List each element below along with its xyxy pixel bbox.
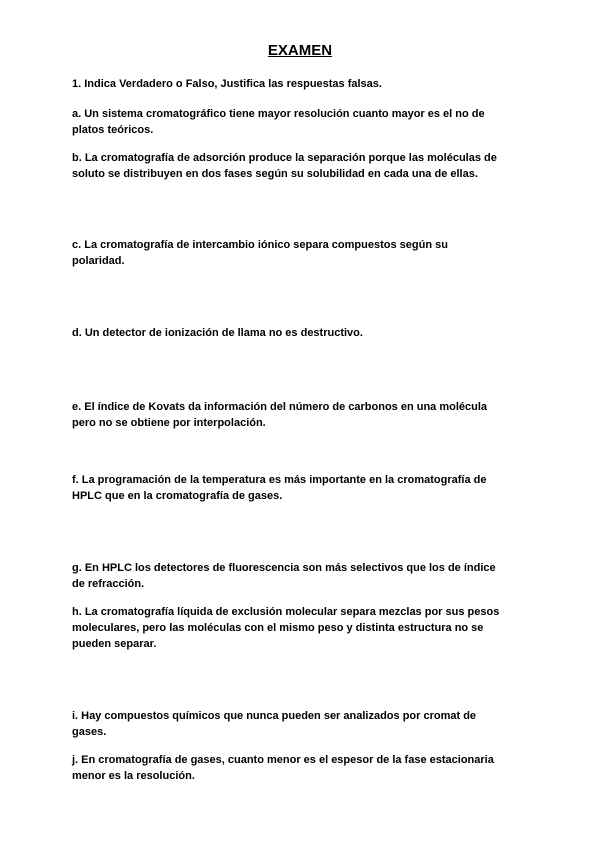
instruction-text: 1. Indica Verdadero o Falso, Justifica las respuestas falsas. bbox=[72, 78, 382, 90]
question-c-line-1: c. La cromatografía de intercambio iónico separa compuestos según su bbox=[72, 239, 448, 251]
question-i-line-2: gases. bbox=[72, 726, 107, 738]
question-e-line-1: e. El índice de Kovats da información del número de carbonos en una molécula bbox=[72, 401, 488, 413]
question-d-line-1: d. Un detector de ionización de llama no es destructivo. bbox=[72, 327, 363, 339]
question-a-line-2: platos teóricos. bbox=[72, 124, 154, 136]
question-f-line-2: HPLC que en la cromatografía de gases. bbox=[72, 490, 283, 502]
question-h-line-3: pueden separar. bbox=[72, 638, 157, 650]
question-i-line-1: i. Hay compuestos químicos que nunca pueden ser analizados por cromat de bbox=[72, 710, 477, 722]
question-h-line-1: h. La cromatografía líquida de exclusión molecular separa mezclas por sus pesos bbox=[72, 606, 500, 618]
question-b-line-1: b. La cromatografía de adsorción produce la separación porque las moléculas de bbox=[72, 152, 497, 164]
question-g-line-1: g. En HPLC los detectores de fluorescencia son más selectivos que los de índice bbox=[72, 562, 496, 574]
question-g-line-2: de refracción. bbox=[72, 578, 145, 590]
question-h-line-2: moleculares, pero las moléculas con el mismo peso y distinta estructura no se bbox=[72, 622, 484, 634]
exam-title: EXAMEN bbox=[267, 42, 333, 59]
question-f-line-1: f. La programación de la temperatura es más importante en la cromatografía de bbox=[72, 474, 487, 486]
question-c-line-2: polaridad. bbox=[72, 255, 125, 267]
question-a-line-1: a. Un sistema cromatográfico tiene mayor resolución cuanto mayor es el no de bbox=[72, 108, 485, 120]
question-j-line-2: menor es la resolución. bbox=[72, 770, 195, 782]
question-j-line-1: j. En cromatografía de gases, cuanto menor es el espesor de la fase estacionaria bbox=[72, 754, 494, 766]
question-b-line-2: soluto se distribuyen en dos fases según su solubilidad en cada una de ellas. bbox=[72, 168, 478, 180]
question-e-line-2: pero no se obtiene por interpolación. bbox=[72, 417, 266, 429]
